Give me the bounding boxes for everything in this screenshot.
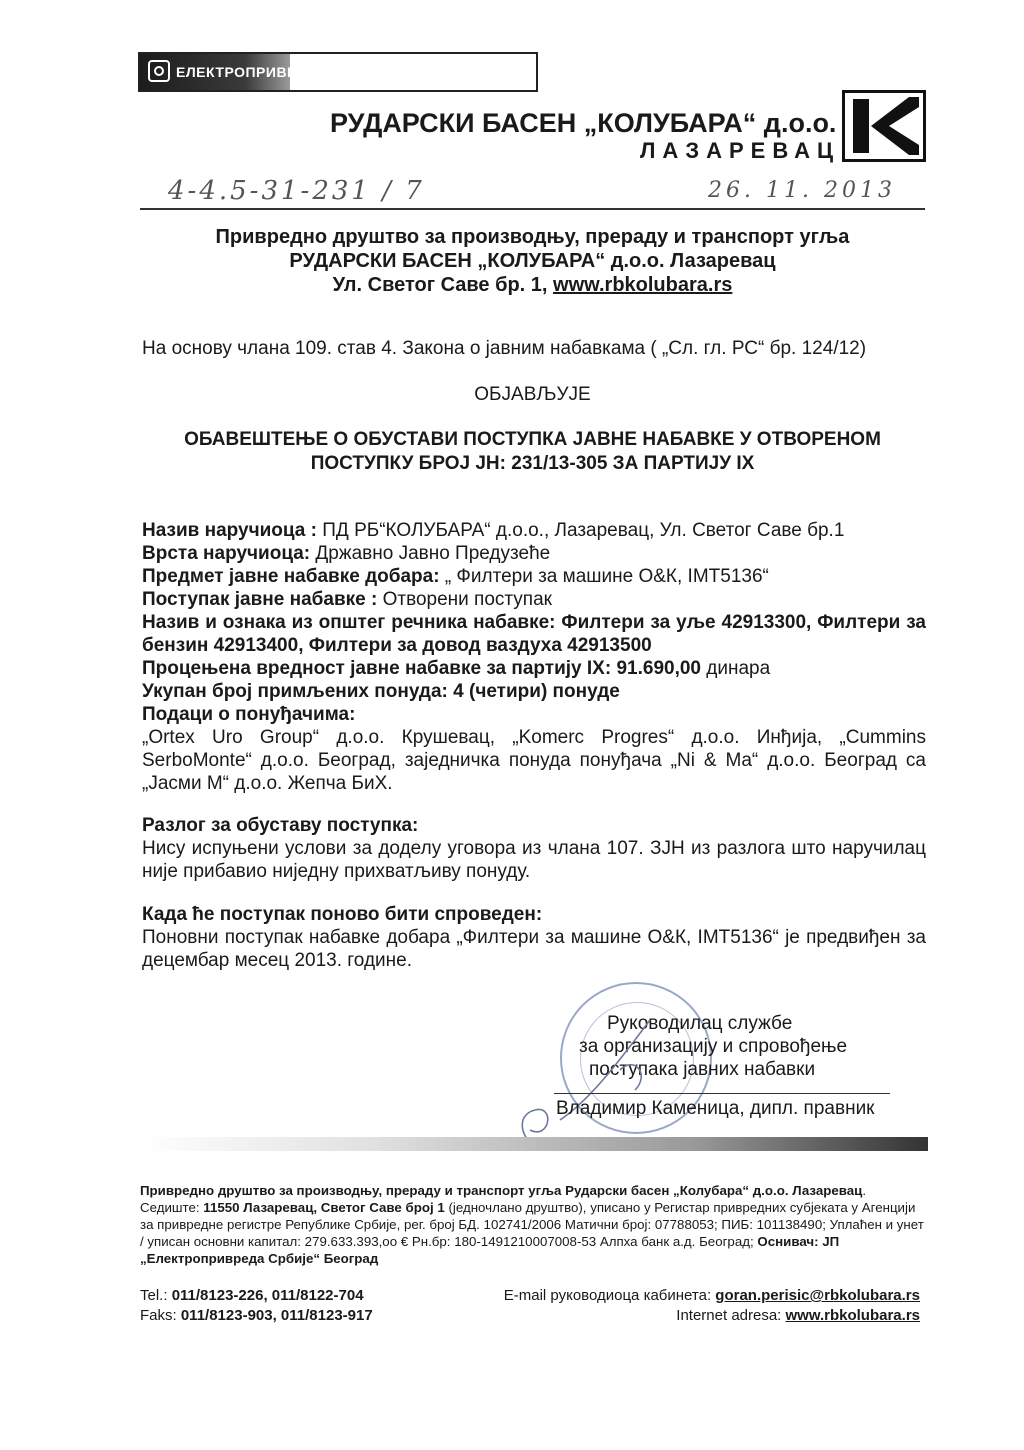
company-city: ЛАЗАРЕВАЦ — [640, 138, 841, 163]
handwritten-signature-icon — [500, 1000, 690, 1160]
company-line-2: РУДАРСКИ БАСЕН „КОЛУБАРА“ д.о.о. Лазаревац — [289, 250, 776, 272]
buyer-type — [142, 542, 927, 565]
buyer-type-label: Врста наручиоца: — [142, 543, 311, 564]
buyer-name-value: ПД РБ“КОЛУБАРА“ д.о.о., Лазаревац, Ул. Светог Саве бр.1 — [316, 520, 845, 541]
procedure-value: Отворени поступак — [377, 589, 552, 610]
footer-founder: Оснивач: ЈП „Електропривреда Србије“ Београд — [140, 1234, 840, 1266]
header-divider — [140, 208, 925, 210]
footer-address: 11550 Лазаревац, Светог Саве број 1 — [203, 1200, 445, 1215]
reason-label: Разлог за обуставу поступка: — [142, 815, 419, 836]
company-line-3 — [140, 274, 925, 297]
email-line — [504, 1286, 920, 1306]
subject-label: Предмет јавне набавке добара: — [142, 566, 440, 587]
subject-value: „ Филтери за машине О&К, IMT5136“ — [439, 566, 769, 587]
fax-value: 011/8123-903, 011/8123-917 — [180, 1307, 373, 1324]
email-label: E-mail руководиоца кабинета: — [503, 1287, 716, 1304]
bidders-list: „Ortex Uro Group“ д.о.о. Крушевац, „Komerc Progres“ д.о.о. Инђија, „Cummins SerboMonte“ д.о.о. Београд, заједничка понуда понуђача „Ni & Ma“ д.о.о. Београд са „Јасми М“ д.о.о. Жепча БиХ. — [142, 727, 926, 794]
estimate-value: 91.690,00 — [616, 658, 701, 679]
phone-value: 011/8123-226, 011/8122-704 — [171, 1287, 364, 1304]
buyer-name-label: Назив наручиоца : — [142, 520, 317, 541]
phone-label: Tel.: — [140, 1287, 172, 1304]
buyer-name — [142, 519, 927, 542]
signatory-title-2: за организацију и спровођење — [579, 1036, 848, 1057]
footer-company: Привредно друштво за производњу, прераду и транспорт угља Рударски басен „Колубара“ д.о.о. Лазаревац — [140, 1183, 863, 1198]
procurement-subject — [142, 565, 927, 588]
email-link[interactable]: goran.perisic@rbkolubara.rs — [715, 1287, 920, 1304]
vocabulary-codes — [142, 611, 926, 657]
signatory-title-1: Руководилац службе — [607, 1013, 793, 1034]
footer-registration: (једночлано друштво), уписано у Регистар привредних субјеката у Агенцији за привредне регистре Републике Србије, рег. број БД. 102741/2006 Матични број: 07788053; ПИБ: 101138490; Уплаћен и унет / уписан основни капитал: 279.633.393,оо € Рн.бр: 180-1491210007008-53 Алпха банк а.д. Београд; — [140, 1200, 924, 1249]
estimate-label: Процењена вредност јавне набавке за партију IX: — [142, 658, 612, 679]
repeat-text: Поновни поступак набавке добара „Филтери за машине О&К, IMT5136“ је предвиђен за децембар месец 2013. године. — [142, 927, 926, 971]
company-address: Ул. Светог Саве бр. 1, — [332, 274, 554, 296]
signatory-name: Владимир Каменица, дипл. правник — [556, 1098, 875, 1119]
footer-divider-bar — [140, 1137, 928, 1151]
company-website-link[interactable]: www.rbkolubara.rs — [553, 274, 733, 296]
estimated-value — [142, 657, 927, 680]
signature-line — [554, 1093, 890, 1094]
notice-title-line-2: ПОСТУПКУ БРОЈ ЈН: 231/13-305 ЗА ПАРТИЈУ IX — [310, 453, 755, 474]
signatory-title-3: поступака јавних набавки — [589, 1059, 816, 1080]
fax-line — [140, 1306, 373, 1326]
internet-label: Internet adresa: — [676, 1307, 786, 1324]
phone-line — [140, 1286, 364, 1306]
estimate-unit: динара — [701, 658, 771, 679]
offers-value: 4 (четири) понуде — [453, 681, 620, 702]
eps-header-band — [138, 52, 538, 92]
repeat-label: Када ће поступак поново бити спроведен: — [142, 904, 543, 925]
company-title: РУДАРСКИ БАСЕН „КОЛУБАРА“ д.о.о. — [330, 108, 837, 138]
eps-logo-icon — [148, 60, 170, 82]
legal-basis: На основу члана 109. став 4. Закона о јавним набавкама ( „Сл. гл. РС“ бр. 124/12) — [142, 338, 867, 359]
company-line-1: Привредно друштво за производњу, прераду и транспорт угља — [215, 226, 850, 248]
offers-label: Укупан број примљених понуда: — [142, 681, 448, 702]
notice-title-line-1: ОБАВЕШТЕЊЕ О ОБУСТАВИ ПОСТУПКА ЈАВНЕ НАБАВКЕ У ОТВОРЕНОМ — [184, 429, 881, 450]
eps-band-text: ЕЛЕКТРОПРИВРЕДА СРБИЈЕ — [176, 64, 392, 80]
reference-number: 4-4.5-31-231 / 7 — [168, 176, 425, 206]
offers-count — [142, 680, 927, 703]
bidders-label: Подаци о понуђачима: — [142, 704, 356, 725]
eps-band-dark — [140, 54, 392, 90]
internet-link[interactable]: www.rbkolubara.rs — [785, 1307, 920, 1324]
announces-heading: ОБЈАВЉУЈЕ — [474, 384, 591, 405]
procurement-procedure — [142, 588, 927, 611]
buyer-type-value: Државно Јавно Предузеће — [310, 543, 551, 564]
footer-legal-text — [140, 1182, 928, 1267]
vocabulary-label: Назив и ознака из општег речника набавке: — [142, 612, 556, 633]
reference-date: 26. 11. 2013 — [708, 178, 896, 203]
kolubara-k-logo-icon — [842, 90, 926, 162]
fax-label: Faks: — [140, 1307, 181, 1324]
reason-text: Нису испуњени услови за доделу уговора из члана 107. ЗЈН из разлога што наручилац није прибавио ниједну прихватљиву понуду. — [142, 838, 926, 882]
vocabulary-value: Филтери за уље 42913300, Филтери за бензин 42913400, Филтери за довод ваздуха 42913500 — [142, 612, 926, 656]
internet-line — [676, 1306, 920, 1326]
footer-seat-label: . Седиште: — [140, 1183, 867, 1215]
procedure-label: Поступак јавне набавке : — [142, 589, 378, 610]
